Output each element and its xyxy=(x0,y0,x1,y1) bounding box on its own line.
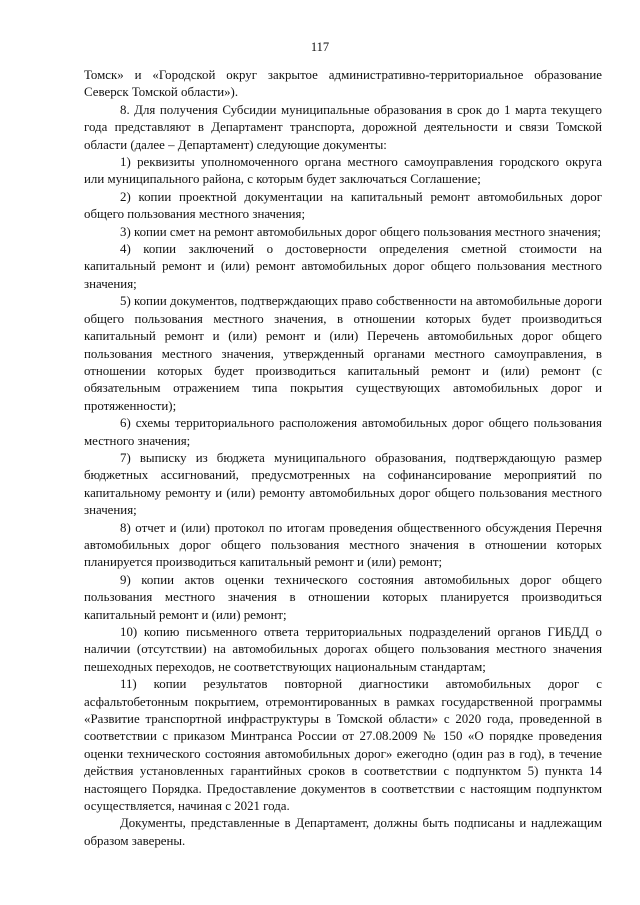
closing-paragraph: Документы, представленные в Департамент, должны быть подписаны и надлежащим образом заверены. xyxy=(84,816,602,848)
subitem-1: 1) реквизиты уполномоченного органа местного самоуправления городского округа или муниципального района, с которым будет заключаться Соглашение; xyxy=(84,155,602,187)
subitem-9: 9) копии актов оценки технического состояния автомобильных дорог общего пользования местного значения в отношении которых планируется производиться капитальный ремонт и (или) ремонт; xyxy=(84,572,602,622)
subitem-10: 10) копию письменного ответа территориальных подразделений органов ГИБДД о наличии (отсутствии) на автомобильных дорогах общего пользования местного значения пешеходных переходов, не соответствующих национальным стандартам; xyxy=(84,625,602,674)
subitem-2: 2) копии проектной документации на капитальный ремонт автомобильных дорог общего пользования местного значения; xyxy=(84,189,602,222)
subitem-8: 8) отчет и (или) протокол по итогам проведения общественного обсуждения Перечня автомобильных дорог общего пользования местного значения в отношении которых планируется производиться капитальный ремонт и (или) ремонт; xyxy=(84,520,602,570)
document-body xyxy=(84,67,602,850)
page-number: 117 xyxy=(310,40,330,54)
paragraph-continuation: Томск» и «Городской округ закрытое административно-территориальное образование Северск Томской области»). xyxy=(84,68,602,100)
paragraph-item-8: 8. Для получения Субсидии муниципальные образования в срок до 1 марта текущего года представляют в Департамент транспорта, дорожной деятельности и связи Томской области (далее – Департамент) следующие документы: xyxy=(84,102,602,152)
subitem-4: 4) копии заключений о достоверности определения сметной стоимости на капитальный ремонт и (или) ремонт автомобильных дорог общего пользования местного значения; xyxy=(84,242,602,291)
subitem-7: 7) выписку из бюджета муниципального образования, подтверждающую размер бюджетных ассигнований, предусмотренных на софинансирование мероприятий по капитальному ремонту и (или) ремонту автомобильных дорог общего пользования местного значения; xyxy=(84,450,602,518)
subitem-11: 11) копии результатов повторной диагностики автомобильных дорог с асфальтобетонным покрытием, отремонтированных в рамках государственной программы «Развитие транспортной инфраструктуры в Томской области» с 2020 года, проведенной в соответствии с приказом Минтранса России от 27.08.2009 № 150 «О порядке проведения оценки технического состояния автомобильных дорог» ежегодно (один раз в год), в течение действия установленных гарантийных сроков в соответствии с подпунктом 5) пункта 14 настоящего Порядка. Предоставление документов в соответствии с настоящим подпунктом осуществляется, начиная с 2021 года. xyxy=(84,677,602,814)
subitem-3: 3) копии смет на ремонт автомобильных дорог общего пользования местного значения; xyxy=(120,224,601,239)
subitem-5: 5) копии документов, подтверждающих право собственности на автомобильные дороги общего пользования местного значения, в отношении которых будет производиться капитальный ремонт и (или) ремонт и (или) Перечень автомобильных дорог общего пользования местного значения, утвержденный органами местного самоуправления, в отношении которых будет производиться капитальный ремонт и (или) ремонт (с обязательным отражением типа покрытия существующих автомобильных дорог и протяженности); xyxy=(84,294,602,413)
subitem-6: 6) схемы территориального расположения автомобильных дорог общего пользования местного значения; xyxy=(84,416,602,448)
